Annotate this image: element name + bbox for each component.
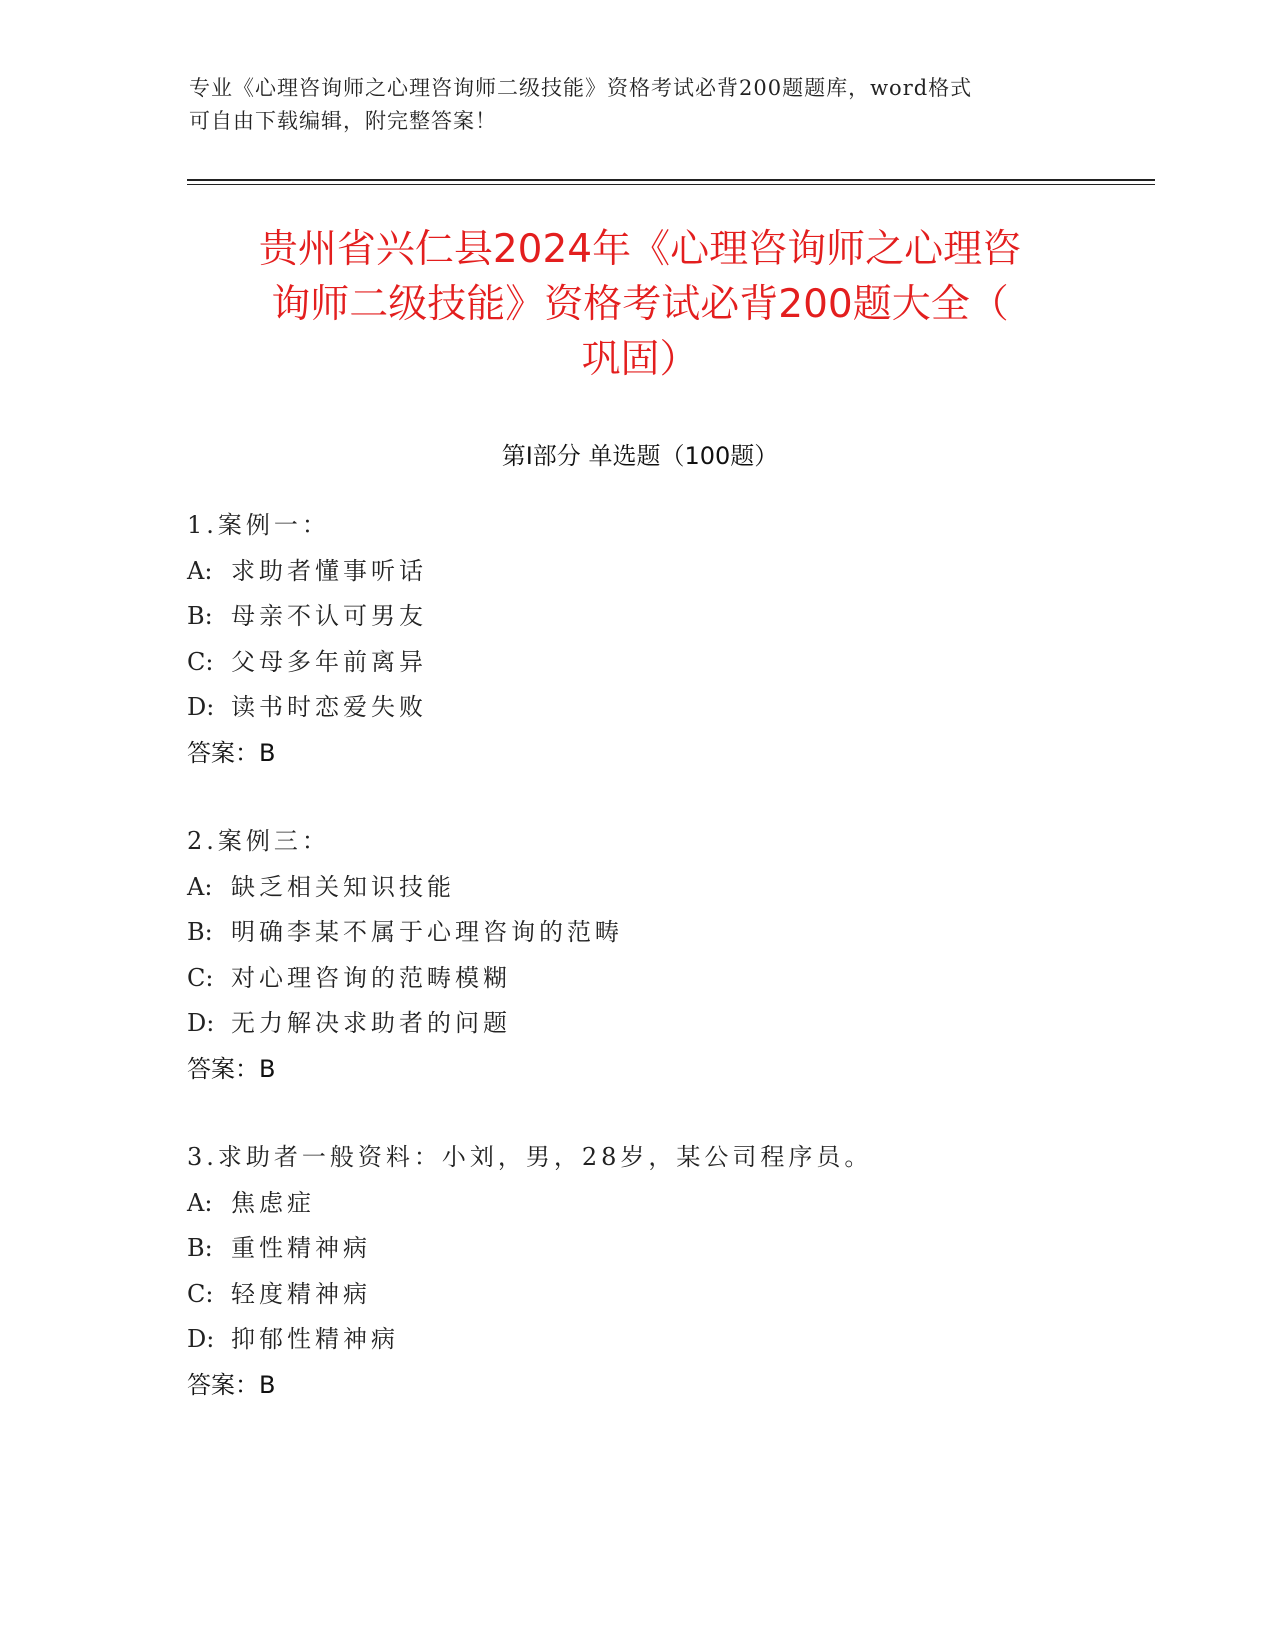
option-text: 缺乏相关知识技能 [231,872,455,901]
option-b [187,1226,1087,1272]
option-text: 母亲不认可男友 [231,602,427,630]
option-d [187,685,1087,731]
option-c [187,956,1087,1002]
option-b [187,910,1087,956]
document-title [160,222,1120,387]
option-text: 明确李某不属于心理咨询的范畴 [231,918,623,946]
option-key: A: [187,872,213,901]
option-text: 求助者懂事听话 [231,556,427,585]
option-text: 焦虑症 [231,1188,315,1217]
option-text: 轻度精神病 [231,1279,371,1308]
option-a [187,1181,1087,1227]
header-divider-thick [187,179,1155,181]
header-note-line-2: 可自由下载编辑，附完整答案！ [189,109,497,133]
question-stem: 3.求助者一般资料：小刘，男，28岁，某公司程序员。 [187,1143,873,1171]
question-stem: 2.案例三： [187,827,330,855]
section-heading: 第I部分 单选题（100题） [501,442,779,470]
question-1 [187,503,1087,776]
option-key: B: [187,918,213,946]
option-text: 对心理咨询的范畴模糊 [231,963,511,992]
option-text: 读书时恋爱失败 [231,693,427,721]
answer-line: 答案：B [187,1054,276,1083]
header-note-line-1: 专业《心理咨询师之心理咨询师二级技能》资格考试必背200题题库，word格式 [189,76,973,100]
header-divider-thin [187,184,1155,185]
option-a [187,549,1087,595]
option-d [187,1001,1087,1047]
header-note [189,72,1089,138]
question-3 [187,1135,1087,1408]
option-text: 抑郁性精神病 [231,1325,399,1353]
option-b [187,594,1087,640]
option-d [187,1317,1087,1363]
option-key: A: [187,1188,213,1217]
title-line-3: 巩固） [581,337,699,382]
option-text: 父母多年前离异 [231,647,427,676]
option-c [187,640,1087,686]
option-c [187,1272,1087,1318]
question-2 [187,819,1087,1092]
option-key: D: [187,693,215,721]
title-line-2: 询师二级技能》资格考试必背200题大全（ [271,282,1009,327]
option-key: C: [187,1279,214,1308]
answer-line: 答案：B [187,1370,276,1399]
option-key: B: [187,1234,213,1262]
option-key: D: [187,1009,215,1037]
title-line-1: 贵州省兴仁县2024年《心理咨询师之心理咨 [258,227,1022,272]
question-stem: 1.案例一： [187,511,330,539]
option-text: 无力解决求助者的问题 [231,1009,511,1037]
option-a [187,865,1087,911]
answer-line: 答案：B [187,738,276,767]
option-text: 重性精神病 [231,1234,371,1262]
option-key: A: [187,556,213,585]
option-key: B: [187,602,213,630]
option-key: C: [187,963,214,992]
option-key: C: [187,647,214,676]
option-key: D: [187,1325,215,1353]
